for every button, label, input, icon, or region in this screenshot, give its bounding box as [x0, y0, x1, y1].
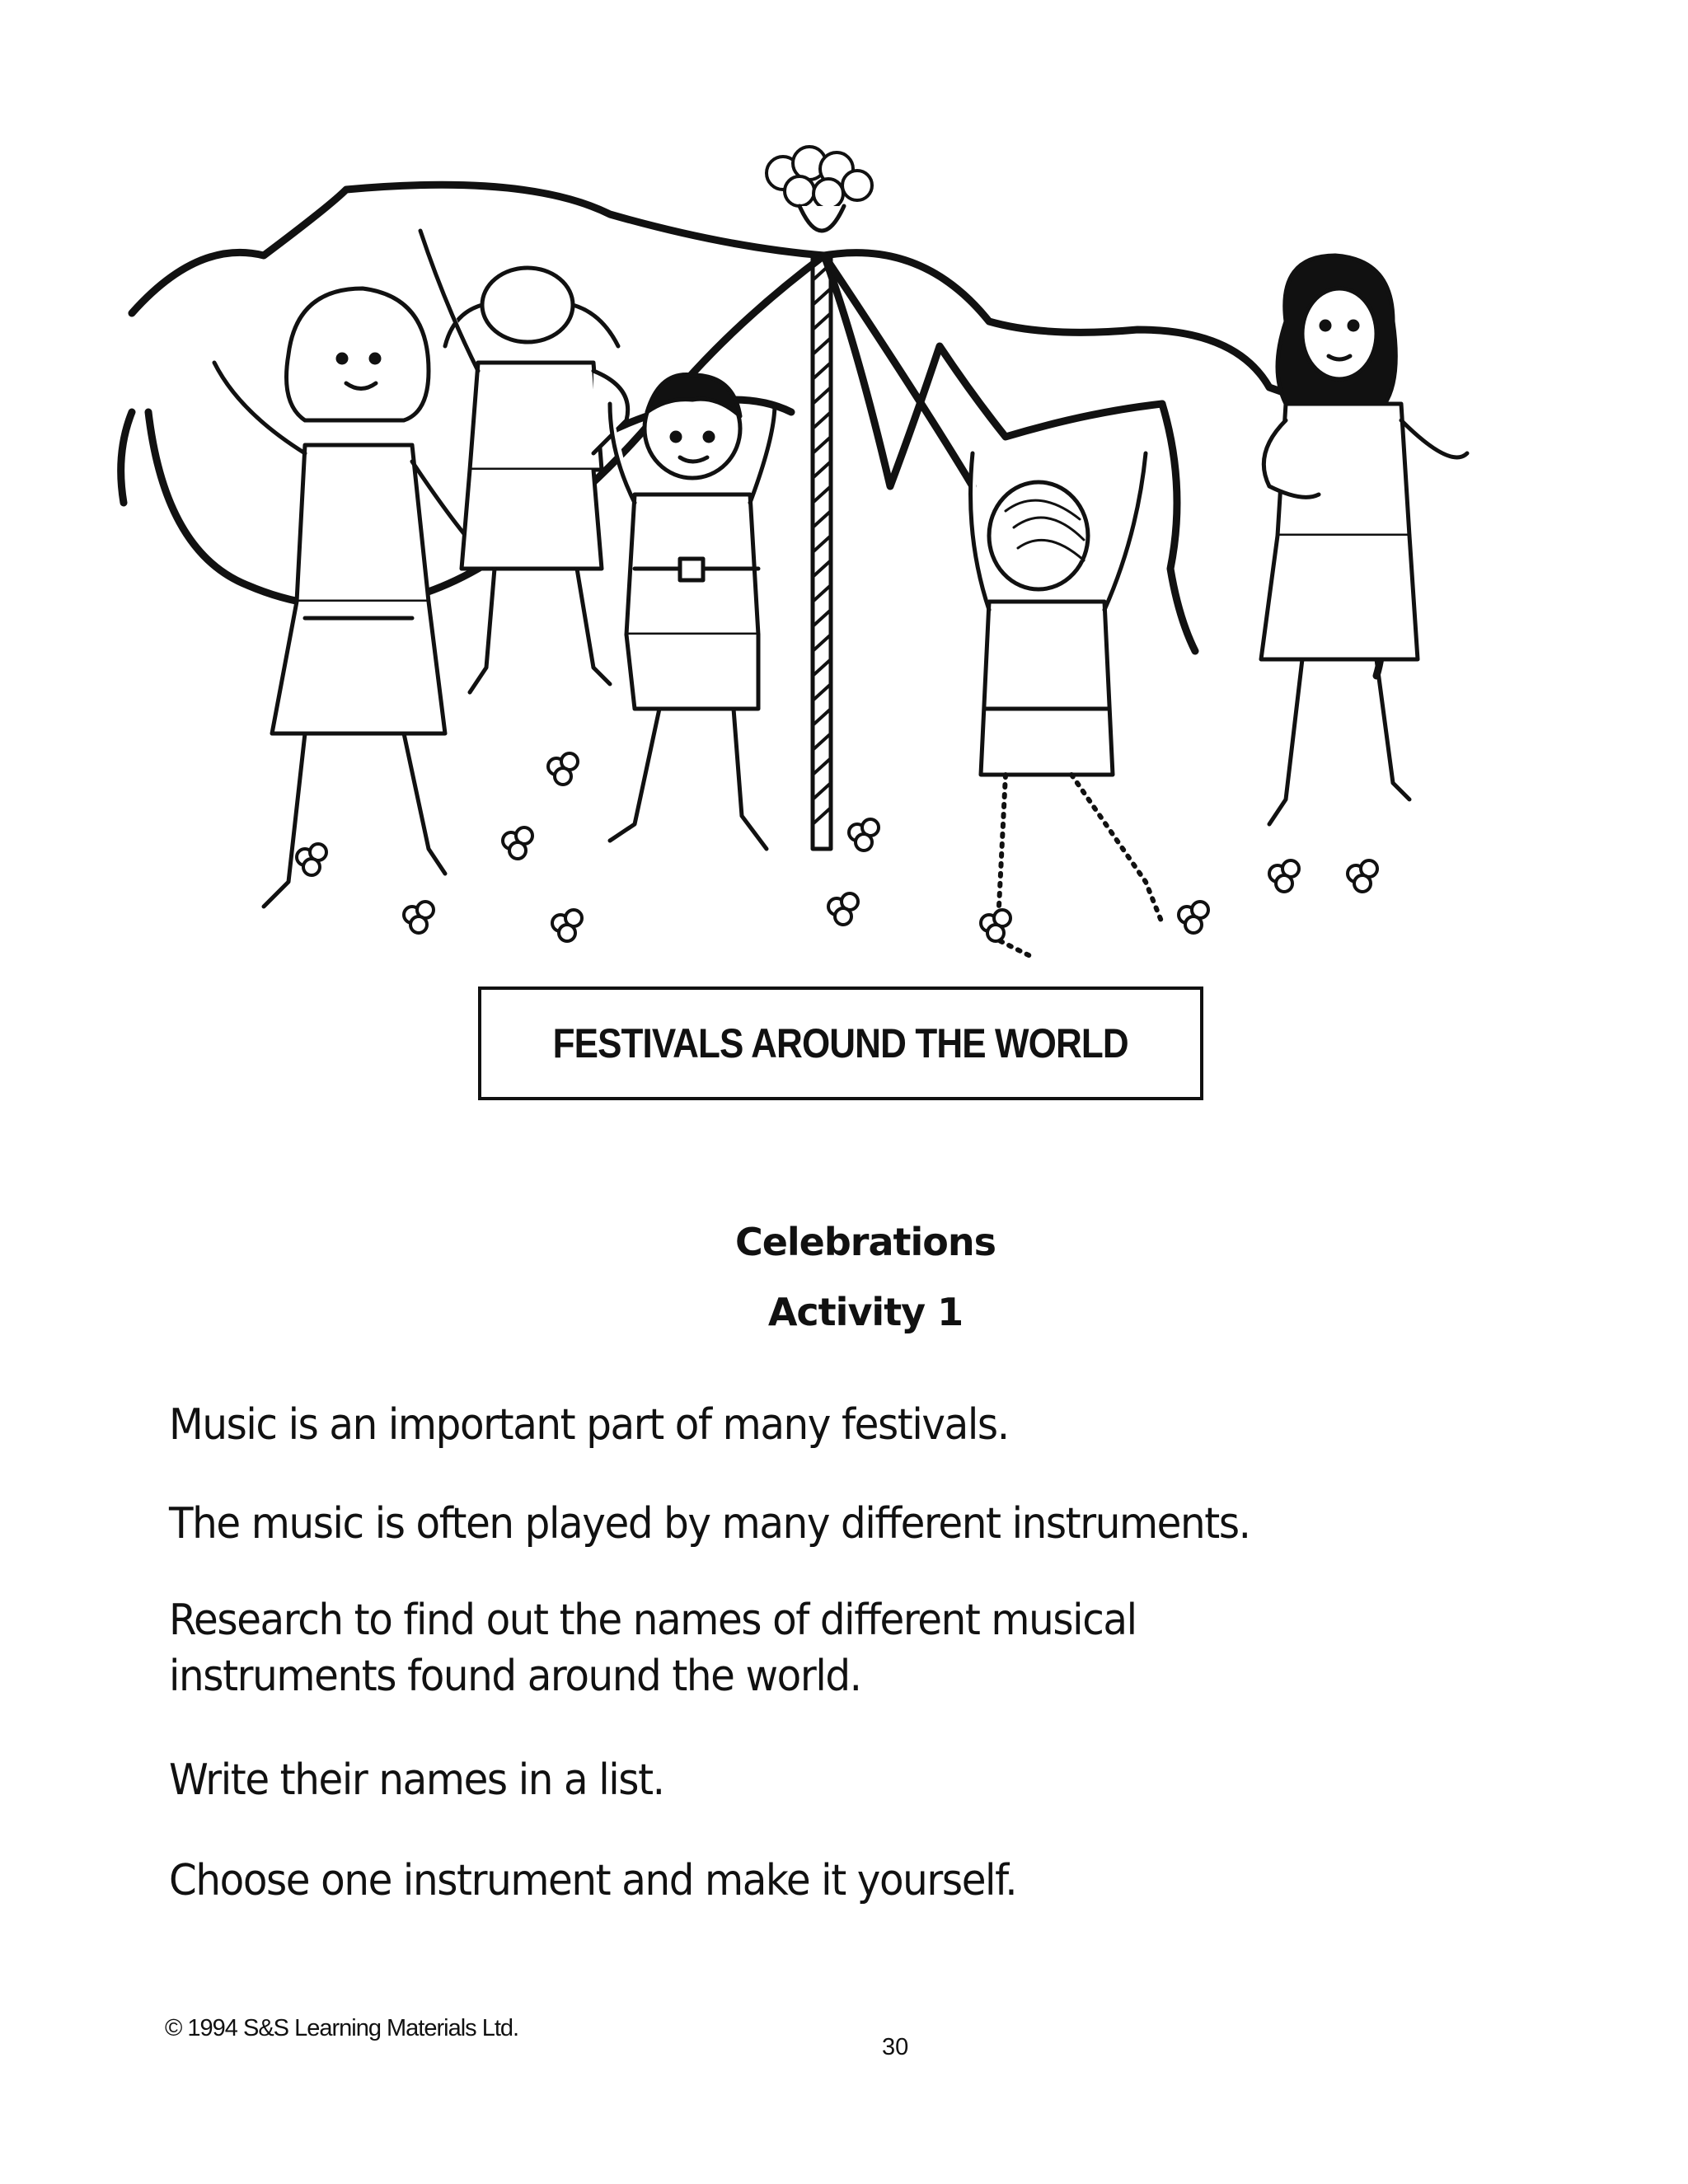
girl-with-bob-icon [214, 288, 495, 907]
activity-heading: Activity 1 [767, 1290, 964, 1334]
girl-long-hair-icon [1261, 255, 1467, 824]
maypole-illustration [99, 140, 1500, 972]
copyright-notice: © 1994 S&S Learning Materials Ltd. [165, 2015, 519, 2041]
paragraph-research: Research to find out the names of different musical instruments found around the world. [169, 1596, 1137, 1701]
girl-with-pigtails-icon [420, 231, 628, 692]
page-number: 30 [882, 2034, 909, 2060]
paragraph-instruments: The music is often played by many different instruments. [169, 1499, 1250, 1549]
section-heading: Celebrations [734, 1220, 996, 1264]
ground-flowers-icon [297, 753, 1377, 941]
page-title: FESTIVALS AROUND THE WORLD [552, 1020, 1129, 1066]
paragraph-write-list: Write their names in a list. [169, 1755, 664, 1805]
title-box [478, 987, 1203, 1100]
boy-with-dotted-tights-icon [971, 453, 1163, 956]
paragraph-music-intro: Music is an important part of many festivals. [169, 1400, 1009, 1450]
paragraph-make-instrument: Choose one instrument and make it yourself. [169, 1856, 1017, 1905]
